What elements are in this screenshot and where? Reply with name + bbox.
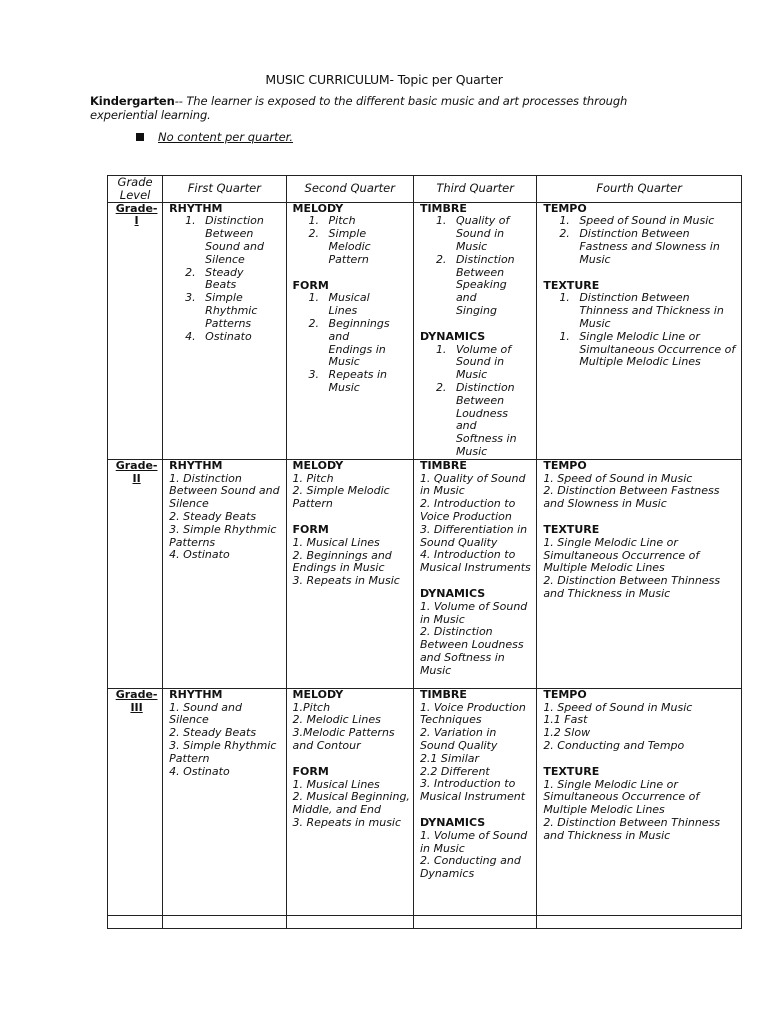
topic-heading: MELODY [292,458,344,472]
grade-cell: Grade-I [108,202,163,459]
kindergarten-intro [90,94,690,122]
empty-cell [537,915,742,928]
list-item: 2. Distinction Between Loudness and Softness in Music [450,382,518,459]
list-item: 1. Musical Lines [323,292,391,318]
header-first-quarter: First Quarter [163,176,286,203]
topic-heading: RHYTHM [169,458,223,472]
topic-list [169,215,267,343]
header-second-quarter: Second Quarter [286,176,413,203]
list-item: 2. Musical Beginning, Middle, and End [292,790,410,817]
list-item: 1. Distinction Between Thinness and Thickness in Music [573,292,738,330]
header-third-quarter: Third Quarter [413,176,536,203]
list-item: 2. Variation in Sound Quality [419,726,498,752]
list-item: 2. Distinction Between Fastness and Slowness in Music [543,484,720,511]
list-item: 2. Conducting and Tempo [543,738,685,752]
empty-cell [413,915,536,928]
list-item: 1. Musical Lines [292,777,380,791]
first-quarter-cell [163,459,286,688]
list-item: 1. Single Melodic Line or Simultaneous Occurrence of Multiple Melodic Lines [543,777,700,817]
curriculum-table [107,175,742,929]
list-item: 1. Distinction Between Sound and Silence [169,471,280,511]
list-item: 1. Sound and Silence [169,700,242,727]
list-item: 3. Repeats in music [292,815,402,829]
list-item: 1. Quality of Sound in Music [450,215,518,253]
list-item: 1. Volume of Sound in Music [419,599,528,626]
list-item: 3. Differentiation in Sound Quality [419,522,528,549]
list-item: 2. Distinction Between Thinness and Thickness in Music [543,815,721,842]
list-item: 1. Quality of Sound in Music [419,471,526,498]
kindergarten-text: -- The learner is exposed to the different basic music and art processes through experiential learning. [90,94,628,122]
list-item: 2. Distinction Between Thinness and Thickness in Music [543,574,721,600]
table-row [108,202,742,459]
grade-cell: Grade-II [108,459,163,688]
list-item: 2.1 Similar [419,751,480,765]
list-item: 1. Volume of Sound in Music [419,828,528,855]
topic-heading: MELODY [292,687,344,701]
empty-cell [286,915,413,928]
third-quarter-cell [413,202,536,459]
list-item: 4. Ostinato [169,764,230,778]
list-item: 1.Pitch [292,700,331,714]
topic-heading: TEXTURE [543,522,600,536]
list-item: 3. Simple Rhythmic Patterns [169,522,277,549]
topic-heading: TIMBRE [419,201,467,215]
topic-list [420,215,518,317]
square-bullet-icon [136,133,144,141]
list-item: 3. Simple Rhythmic Patterns [199,292,267,330]
third-quarter-cell [413,688,536,915]
third-quarter-cell [413,459,536,688]
list-item: 1. Voice Production Techniques [419,700,526,727]
list-item: 1. Pitch [292,471,334,485]
empty-table-row [108,915,742,928]
list-item: 2. Simple Melodic Pattern [292,484,390,511]
topic-list [293,292,391,394]
list-item: 2. Distinction Between Speaking and Singing [450,254,518,318]
first-quarter-cell [163,688,286,915]
list-item: 2. Melodic Lines [292,713,381,727]
no-content-text: No content per quarter. [158,130,294,144]
empty-cell [163,915,286,928]
topic-list [543,215,738,266]
list-item: 3. Simple Rhythmic Pattern [169,738,277,765]
list-item: 2. Distinction Between Fastness and Slowness in Music [573,228,738,266]
second-quarter-cell [286,202,413,459]
topic-heading: TIMBRE [419,687,467,701]
list-item: 3. Repeats in Music [323,369,391,395]
header-fourth-quarter: Fourth Quarter [537,176,742,203]
table-header-row [108,176,742,203]
second-quarter-cell [286,688,413,915]
list-item: 1. Speed of Sound in Music [573,215,738,228]
list-item: 2. Conducting and Dynamics [419,854,521,881]
list-item: 1. Volume of Sound in Music [450,344,518,382]
first-quarter-cell [163,202,286,459]
topic-heading: FORM [292,764,329,778]
list-item: 4. Introduction to Musical Instruments [419,548,531,575]
fourth-quarter-cell [537,459,742,688]
list-item: 4. Ostinato [199,331,267,344]
topic-heading: TEXTURE [543,278,600,292]
second-quarter-cell [286,459,413,688]
list-item: 2. Introduction to Voice Production [419,497,516,523]
no-content-note [136,130,293,144]
page-title: MUSIC CURRICULUM- Topic per Quarter [265,72,503,87]
list-item: 2. Beginnings and Endings in Music [323,318,391,369]
topic-heading: MELODY [292,201,344,215]
topic-heading: TEXTURE [543,764,600,778]
list-item: 2. Steady Beats [199,267,267,293]
grade-cell: Grade-III [108,688,163,915]
topic-heading: RHYTHM [169,687,223,701]
list-item: 1. Single Melodic Line or Simultaneous Occurrence of Multiple Melodic Lines [573,331,738,369]
topic-heading: RHYTHM [169,201,223,215]
topic-list [293,215,391,266]
list-item: 1. Speed of Sound in Music [543,700,693,714]
topic-heading: DYNAMICS [419,815,486,829]
topic-heading: TIMBRE [419,458,467,472]
kindergarten-label: Kindergarten [90,94,175,108]
list-item: 1. Distinction Between Sound and Silence [199,215,267,266]
list-item: 2. Beginnings and Endings in Music [292,548,392,575]
list-item: 3.Melodic Patterns and Contour [292,726,395,752]
list-item: 2.2 Different [419,764,490,778]
table-row [108,459,742,688]
topic-heading: TEMPO [543,458,587,472]
topic-heading: TEMPO [543,201,587,215]
list-item: 2. Steady Beats [169,726,257,740]
header-grade-level: Grade Level [108,176,163,203]
list-item: 2. Steady Beats [169,509,257,523]
topic-heading: TEMPO [543,687,587,701]
list-item: 1.2 Slow [543,726,591,740]
topic-list [543,331,738,369]
list-item: 2. Simple Melodic Pattern [323,228,391,266]
table-row [108,688,742,915]
empty-cell [108,915,163,928]
list-item: 3. Introduction to Musical Instrument [419,777,526,804]
list-item: 1. Single Melodic Line or Simultaneous Occurrence of Multiple Melodic Lines [543,535,700,575]
topic-heading: FORM [292,278,329,292]
fourth-quarter-cell [537,688,742,915]
list-item: 1.1 Fast [543,713,588,727]
topic-list [420,344,518,459]
list-item: 1. Speed of Sound in Music [543,471,693,485]
topic-heading: DYNAMICS [419,586,486,600]
fourth-quarter-cell [537,202,742,459]
list-item: 4. Ostinato [169,548,230,562]
topic-list [543,292,738,330]
list-item: 2. Distinction Between Loudness and Softness in Music [419,625,524,677]
topic-heading: FORM [292,522,329,536]
topic-heading: DYNAMICS [419,329,486,343]
list-item: 3. Repeats in Music [292,574,400,588]
list-item: 1. Pitch [323,215,391,228]
list-item: 1. Musical Lines [292,535,380,549]
